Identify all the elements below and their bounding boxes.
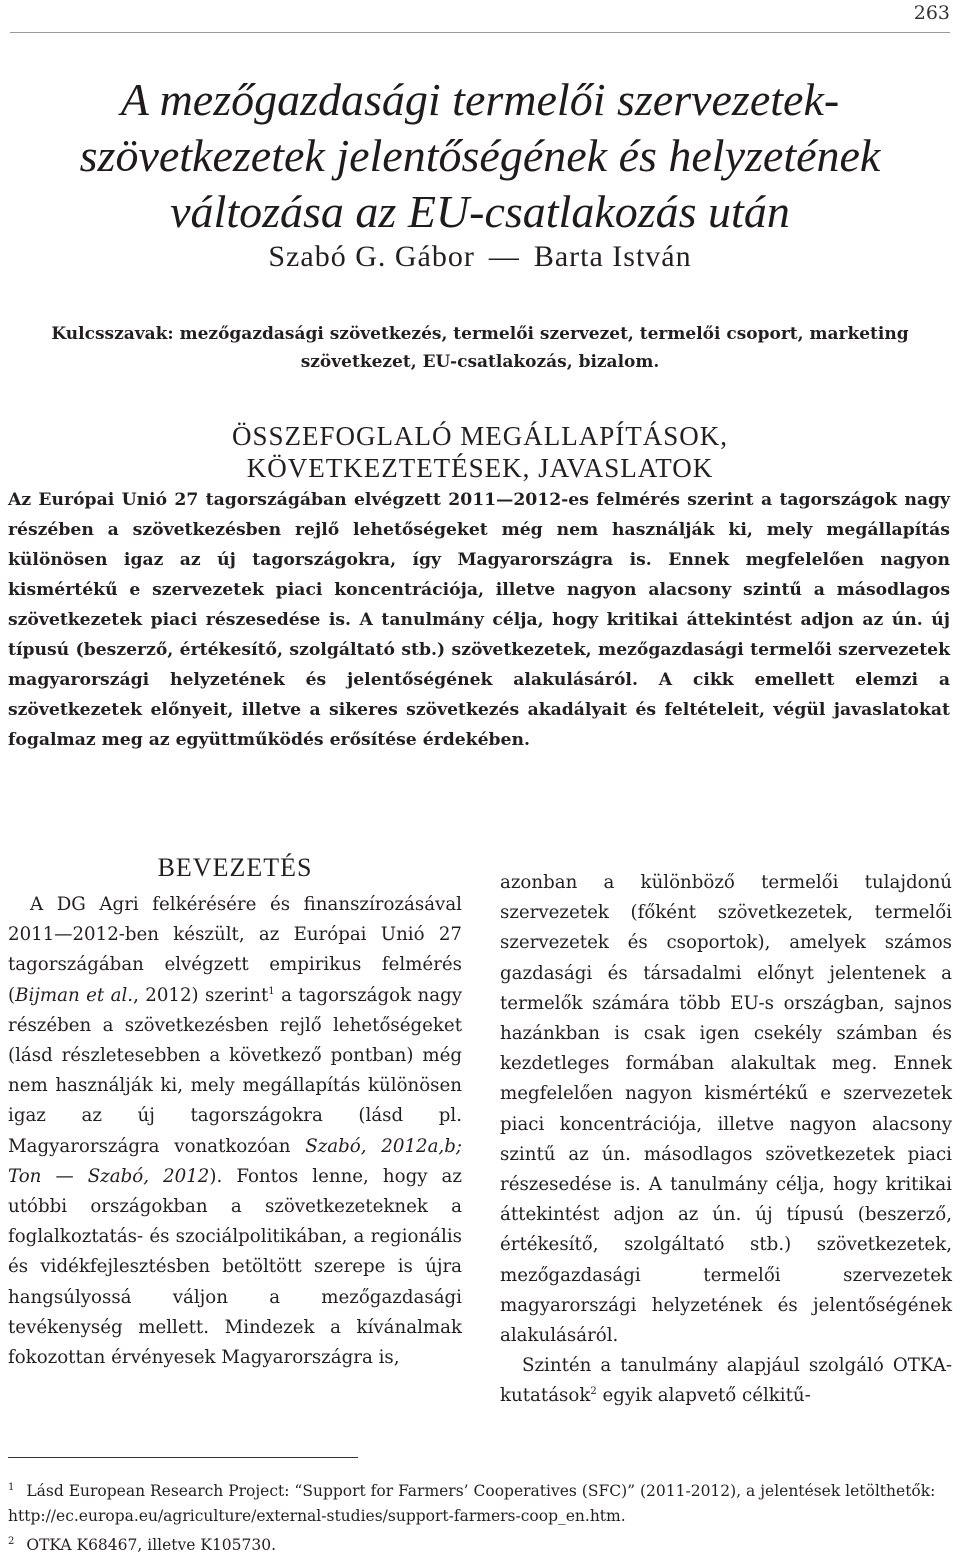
header-rule	[10, 32, 950, 33]
footnote-rule	[8, 1457, 358, 1458]
text-run: Szintén a tanulmány alapjául szolgáló OTKA-kutatások	[500, 1355, 952, 1407]
citation: Szabó, 2012a,b; Ton — Szabó, 2012	[8, 1135, 462, 1187]
summary-heading	[0, 420, 960, 484]
text-run: , 2012) szerint	[133, 984, 269, 1006]
text-run: A DG Agri felkérésére és finanszírozásával 2011—2012-ben készült, az Európai Unió 27 tagországában elvégzett empirikus felmérés (	[8, 894, 462, 1006]
footnote-ref[interactable]: 2	[590, 1386, 597, 1398]
author-separator: —	[488, 240, 520, 273]
page-number: 263	[913, 2, 950, 24]
footnote-text: OTKA K68467, illetve K105730.	[26, 1536, 277, 1555]
text-run: egyik alapvető célkitű-	[596, 1385, 811, 1407]
footnote	[8, 1475, 950, 1529]
abstract-text: Az Európai Unió 27 tagországában elvégzett 2011—2012-es felmérés szerint a tagországok nagy részében a szövetkezésben rejlő lehetőségeket még nem használják ki, mely megállapítás különösen igaz az új tagországokra, így Magyarországra is. Ennek megfelelően nagyon kismértékű e szervezetek piaci koncentrációja, illetve nagyon alacsony szintű a másodlagos szövetkezetek piaci részesedése is. A tanulmány célja, hogy kritikai áttekintést adjon az ún. új típusú (beszerző, értékesítő, szolgáltató stb.) szövetkezetek, mezőgazdasági termelői szervezetek magyarországi helyzetének és jelentőségének alakulásáról. A cikk emellett elemzi a szövetkezetek előnyeit, illetve a sikeres szövetkezés akadályait és feltételeit, végül javaslatokat fogalmaz meg az együttműködés erősítése érdekében.	[8, 490, 950, 750]
intro-paragraph	[8, 890, 462, 1373]
right-column	[500, 868, 952, 1412]
footnote-text: Lásd European Research Project: “Support for Farmers’ Cooperatives (SFC)” (2011-2012), a jelentések letölthetők: http://ec.europa.eu/agriculture/external-studies/support-farmers-coop_en.htm.	[8, 1482, 936, 1526]
title-line: szövetkezetek jelentőségének és helyzetének	[79, 130, 881, 181]
footnote-number: 1	[8, 1482, 15, 1493]
summary-heading-line: ÖSSZEFOGLALÓ MEGÁLLAPÍTÁSOK,	[231, 421, 728, 451]
author-name: Szabó G. Gábor	[268, 240, 475, 273]
author-name: Barta István	[533, 240, 692, 273]
title-line: változása az EU-csatlakozás után	[170, 186, 790, 237]
text-run: a tagországok nagy részében a szövetkezésben rejlő lehetőségeket (lásd részletesebben a következő pontban) még nem használják ki, mely megállapítás különösen igaz az új tagországokra (lásd pl. Magyarországra vonatkozóan	[8, 984, 463, 1157]
summary-heading-line: KÖVETKEZTETÉSEK, JAVASLATOK	[246, 453, 714, 483]
title-line: A mezőgazdasági termelői szervezetek-	[120, 74, 840, 125]
authors	[0, 240, 960, 274]
footnote	[8, 1529, 950, 1558]
intro-paragraph-continued: azonban a különböző termelői tulajdonú szervezetek (főként szövetkezetek, termelői szervezetek és csoportok), amelyek számos gazdasági és társadalmi előnyt jelentenek a termelők számára több EU-s országban, sajnos hazánkban is csak igen csekély számban és kezdetleges formában alakultak meg. Ennek megfelelően nagyon kismértékű e szervezetek piaci koncentrációja, illetve nagyon alacsony szintű az ún. másodlagos szövetkezetek piaci részesedése is. A tanulmány célja, hogy kritikai áttekintést adjon az ún. új típusú (beszerző, értékesítő, szolgáltató stb.) szövetkezetek, mezőgazdasági termelői szervezetek magyarországi helyzetének és jelentőségének alakulásáról.	[500, 872, 952, 1347]
intro-paragraph	[500, 1351, 952, 1411]
footnotes	[8, 1475, 950, 1558]
footnote-number: 2	[8, 1536, 15, 1548]
keywords: Kulcsszavak: mezőgazdasági szövetkezés, termelői szervezet, termelői csoport, marketing szövetkezet, EU-csatlakozás, bizalom.	[51, 324, 909, 372]
footnote-ref[interactable]: 1	[268, 985, 275, 997]
citation: Bijman et al.	[15, 984, 134, 1006]
article-title	[0, 72, 960, 240]
left-column	[8, 850, 462, 1373]
text-run: ). Fontos lenne, hogy az utóbbi országokban a szövetkezeteknek a foglalkoztatás- és szociálpolitikában, a regionális és vidékfejlesztésben betöltött szerepe is újra hangsúlyossá váljon a mezőgazdasági tevékenység mellett. Mindezek a kívánalmak fokozottan érvényesek Magyarországra is,	[8, 1165, 462, 1369]
section-heading-introduction: BEVEZETÉS	[157, 853, 313, 882]
